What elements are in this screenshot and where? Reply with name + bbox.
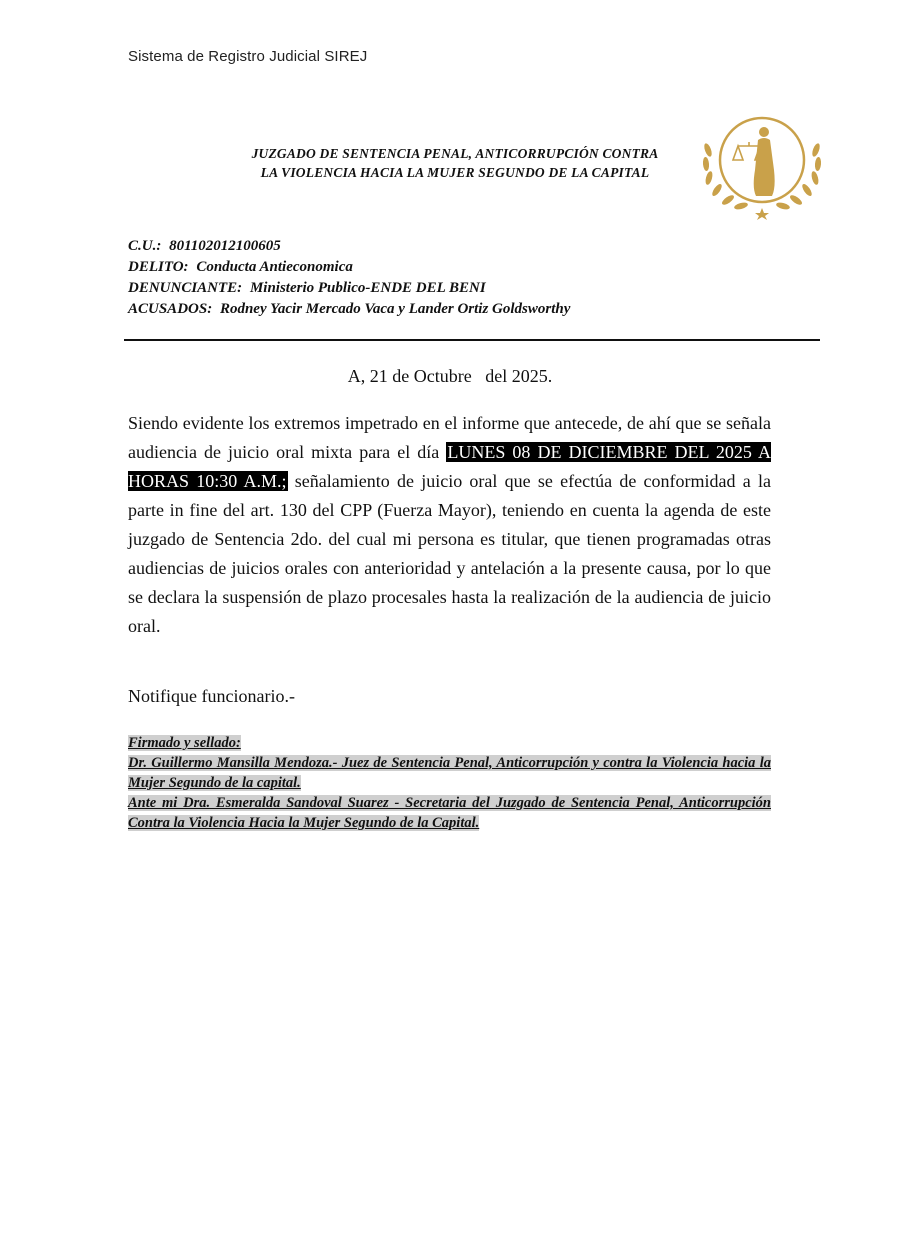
case-delito: DELITO: Conducta Antieconomica xyxy=(128,259,353,275)
body-paragraph xyxy=(128,409,771,641)
notify-line: Notifique funcionario.- xyxy=(128,686,295,706)
body-text-part-2: señalamiento de juicio oral que se efectúa de conformidad a la parte in fine del art. 130 del CPP (Fuerza Mayor), teniendo en cuenta la agenda de este juzgado de Sentencia 2do. del cual mi persona es titular, que tienen programadas otras audiencias de juicios orales con anterioridad y antelación a la presente causa, por lo que se declara la suspensión de plazo procesales hasta la realización de la audiencia de juicio oral. xyxy=(128,471,771,636)
case-info xyxy=(128,236,570,320)
horizontal-divider xyxy=(124,339,820,341)
court-title xyxy=(200,144,710,182)
signature-block xyxy=(128,733,771,833)
body-text-part-1: Siendo evidente los extremos impetrado en el informe que antecede, de ahí que se señala audiencia de juicio oral mixta para el día xyxy=(128,413,771,462)
signature-secretary: Ante mi Dra. Esmeralda Sandoval Suarez - Secretaria del Juzgado de Sentencia Penal, Anticorrupción Contra la Violencia Hacia la Mujer Segundo de la Capital. xyxy=(128,795,771,831)
signature-label: Firmado y sellado: xyxy=(128,735,241,751)
justice-emblem-icon xyxy=(698,112,826,220)
court-title-line-2: LA VIOLENCIA HACIA LA MUJER SEGUNDO DE LA CAPITAL xyxy=(260,165,650,180)
system-header: Sistema de Registro Judicial SIREJ xyxy=(128,48,368,65)
court-title-line-1: JUZGADO DE SENTENCIA PENAL, ANTICORRUPCIÓN CONTRA xyxy=(251,146,659,161)
hearing-date-highlight: LUNES 08 DE DICIEMBRE DEL 2025 A HORAS 10:30 A.M.; xyxy=(128,442,771,491)
signature-judge: Dr. Guillermo Mansilla Mendoza.- Juez de Sentencia Penal, Anticorrupción y contra la Violencia hacia la Mujer Segundo de la capital. xyxy=(128,755,771,791)
document-date: A, 21 de Octubre del 2025. xyxy=(347,366,553,386)
case-cu: C.U.: 801102012100605 xyxy=(128,238,281,254)
case-acusados: ACUSADOS: Rodney Yacir Mercado Vaca y Lander Ortiz Goldsworthy xyxy=(128,301,571,317)
case-denunciante: DENUNCIANTE: Ministerio Publico-ENDE DEL BENI xyxy=(128,280,486,296)
